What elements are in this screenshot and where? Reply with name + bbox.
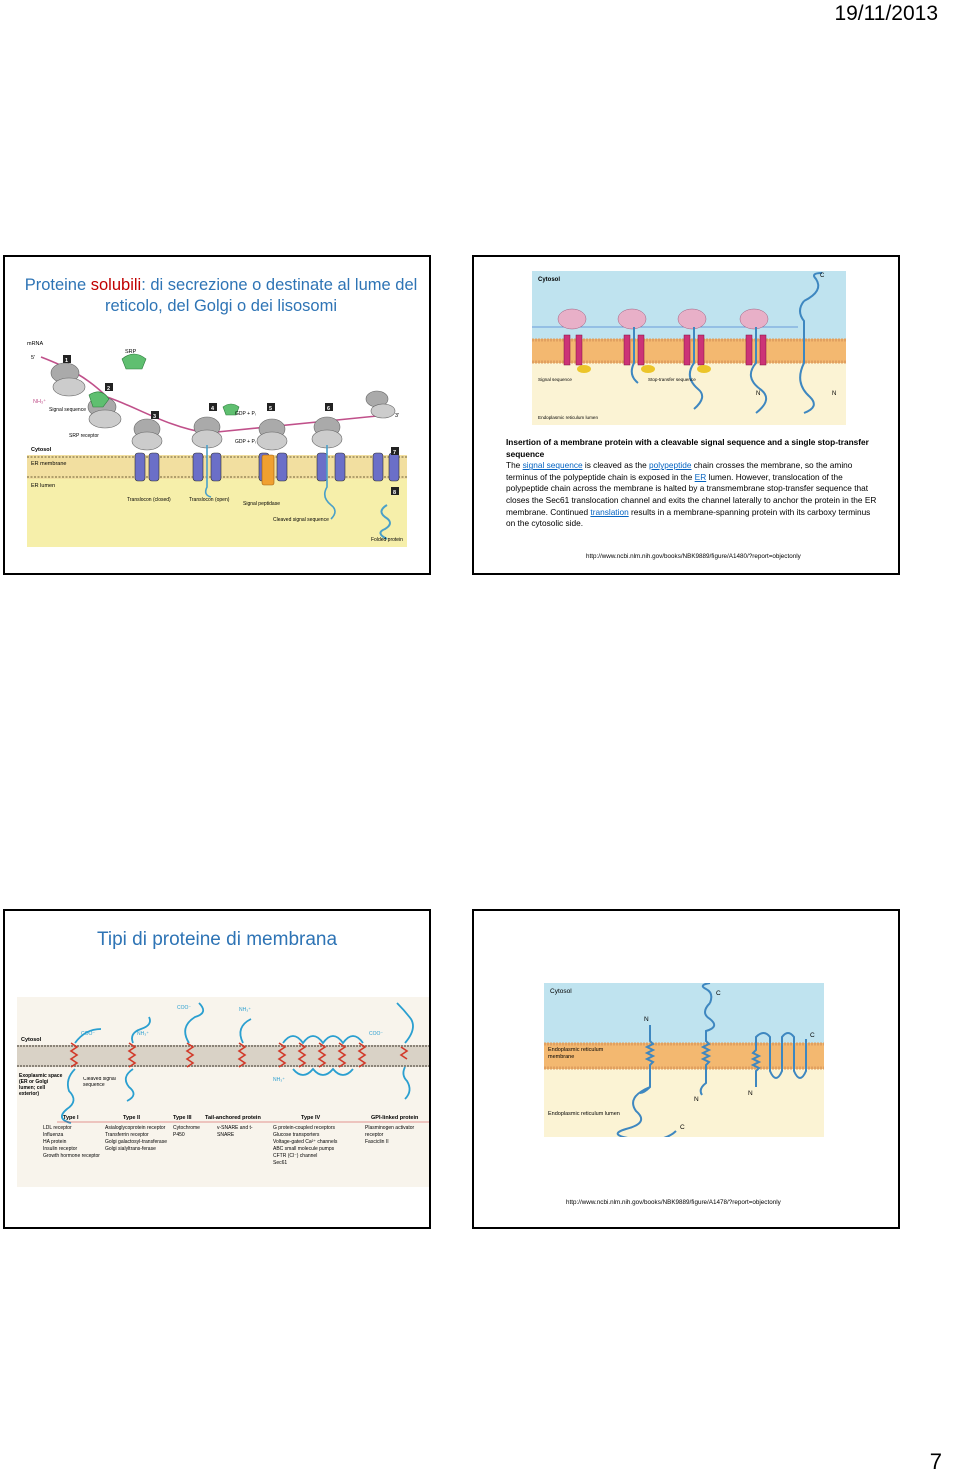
type-tail-label: Tail-anchored protein bbox=[205, 1115, 261, 1121]
caption-part: chain crosses the membrane, so the amino terminus of the polypeptide chain is exposed in the bbox=[506, 460, 853, 482]
type-4-label: Type IV bbox=[301, 1115, 321, 1121]
label-er-lumen: Endoplasmic reticulum lumen bbox=[548, 1111, 620, 1117]
label-5prime: 5' bbox=[31, 355, 36, 361]
label-cytosol: Cytosol bbox=[21, 1037, 42, 1043]
step-3: 3 bbox=[153, 414, 157, 420]
title-post: : di secrezione o destinate al lume del reticolo, del Golgi o dei lisosomi bbox=[104, 276, 418, 315]
caption-part: The bbox=[506, 460, 523, 471]
example: LDL receptor bbox=[43, 1125, 72, 1131]
source-url: http://www.ncbi.nlm.nih.gov/books/NBK9889/figure/A1480/?report=objectonly bbox=[586, 553, 801, 560]
example: ABC small molecule pumps bbox=[273, 1146, 335, 1152]
label-cytosol: Cytosol bbox=[31, 447, 52, 453]
example: HA protein bbox=[43, 1139, 67, 1145]
example: Cytochrome P450 bbox=[173, 1125, 200, 1138]
step-4: 4 bbox=[211, 406, 215, 412]
example: Golgi galactosyl-transferase bbox=[105, 1139, 167, 1145]
label-folded-protein: Folded protein bbox=[371, 537, 403, 543]
slide-title bbox=[21, 275, 421, 317]
label-c-top: C bbox=[716, 990, 721, 997]
example: Transferrin receptor bbox=[105, 1132, 149, 1138]
type-2-examples bbox=[105, 1125, 167, 1153]
step-5: 5 bbox=[269, 406, 273, 412]
slide-title: Tipi di proteine di membrana bbox=[96, 929, 338, 950]
caption-part: results in a membrane-spanning protein with its carboxy terminus on the cytosolic side. bbox=[506, 506, 871, 529]
tail-examples bbox=[217, 1125, 261, 1139]
example: Sec61 bbox=[273, 1160, 288, 1166]
label-c: C bbox=[820, 273, 825, 279]
label-c-bottom: C bbox=[680, 1124, 685, 1131]
example: G protein-coupled receptors bbox=[273, 1125, 335, 1131]
membrane-protein-types-figure bbox=[17, 997, 429, 1187]
label-3prime: 3' bbox=[395, 413, 400, 419]
example: Asialoglycoprotein receptor bbox=[105, 1125, 166, 1131]
link-er[interactable]: ER bbox=[694, 471, 707, 482]
type-1-examples bbox=[43, 1125, 103, 1160]
type-gpi-label: GPI-linked protein bbox=[371, 1115, 419, 1121]
caption-title: Insertion of a membrane protein with a cleavable signal sequence and a single stop-transfer sequence bbox=[506, 437, 869, 459]
label-c-right: C bbox=[810, 1032, 815, 1039]
example: CFTR (Cl⁻) channel bbox=[273, 1153, 318, 1159]
figure-caption bbox=[506, 437, 880, 530]
stop-transfer-figure bbox=[532, 271, 846, 425]
link-signal-sequence[interactable]: signal sequence bbox=[522, 460, 583, 471]
slide-multipass-proteins bbox=[472, 909, 900, 1229]
label-gdp-2: GDP + Pᵢ bbox=[235, 439, 256, 445]
example: Growth hormone receptor bbox=[43, 1153, 100, 1159]
caption-part: is cleaved as the bbox=[582, 460, 649, 471]
title-highlight: solubili bbox=[90, 276, 142, 294]
example: Glucose transporters bbox=[273, 1132, 320, 1138]
page-number: 7 bbox=[929, 1449, 942, 1474]
example: Fasciclin II bbox=[365, 1139, 389, 1145]
caption-part: lumen. However, translocation of the polypeptide chain across the membrane is halted by a transmembrane stop-transfer sequence that closes the Sec61 translocation channel and exits the channel laterally to anchor the protein in the ER membrane. Continued bbox=[506, 471, 877, 517]
step-1: 1 bbox=[65, 358, 69, 364]
caption-body bbox=[506, 460, 880, 530]
label-n-bottom-1: N bbox=[694, 1096, 699, 1103]
example: Plasminogen activator receptor bbox=[365, 1125, 415, 1138]
slide-soluble-proteins bbox=[3, 255, 431, 575]
label-cleaved-signal: Cleaved signal sequence bbox=[83, 1077, 116, 1088]
label-er-lumen: ER lumen bbox=[31, 483, 56, 489]
label-srp-receptor: SRP receptor bbox=[69, 433, 99, 439]
title-pre: Proteine bbox=[24, 276, 91, 294]
label-cytosol: Cytosol bbox=[538, 277, 561, 283]
gpi-examples bbox=[365, 1125, 429, 1146]
label-er-membrane: Endoplasmic reticulum membrane bbox=[548, 1047, 604, 1060]
type-2-label: Type II bbox=[123, 1115, 141, 1121]
label-nh3-1: NH₃⁺ bbox=[137, 1031, 149, 1037]
link-polypeptide[interactable]: polypeptide bbox=[649, 460, 692, 471]
label-mrna: mRNA bbox=[27, 341, 44, 347]
label-nh3: NH₃⁺ bbox=[33, 399, 47, 405]
label-er-lumen: Endoplasmic reticulum lumen bbox=[538, 415, 598, 420]
label-stop-transfer: Stop-transfer sequence bbox=[648, 377, 696, 382]
label-n2: N bbox=[832, 391, 837, 397]
label-coo-1: COO⁻ bbox=[81, 1031, 96, 1037]
label-srp: SRP bbox=[125, 349, 137, 355]
label-cleaved-signal: Cleaved signal sequence bbox=[273, 517, 329, 523]
label-translocon-closed: Translocon (closed) bbox=[127, 497, 171, 503]
label-signal-sequence: Signal sequence bbox=[49, 407, 86, 413]
label-n1: N bbox=[756, 391, 761, 397]
label-coo-2: COO⁻ bbox=[177, 1005, 192, 1011]
type-3-label: Type III bbox=[173, 1115, 192, 1121]
label-exoplasmic: Exoplasmic space (ER or Golgi lumen; cell exterior) bbox=[19, 1073, 63, 1097]
example: Golgi sialyltrans-ferase bbox=[105, 1146, 156, 1152]
label-nh3-2: NH₃⁺ bbox=[239, 1007, 251, 1013]
source-url: http://www.ncbi.nlm.nih.gov/books/NBK9889/figure/A1478/?report=objectonly bbox=[566, 1199, 781, 1206]
example: Voltage-gated Ca²⁺ channels bbox=[273, 1139, 338, 1145]
step-6: 6 bbox=[327, 406, 331, 412]
label-signal-sequence: Signal sequence bbox=[538, 377, 572, 382]
label-n-bottom-2: N bbox=[748, 1090, 753, 1097]
step-2: 2 bbox=[107, 386, 111, 392]
step-7: 7 bbox=[393, 450, 397, 456]
link-translation[interactable]: translation bbox=[590, 506, 629, 517]
example: Insulin receptor bbox=[43, 1146, 78, 1152]
example: Influenza bbox=[43, 1132, 64, 1138]
type-4-examples bbox=[273, 1125, 357, 1167]
multipass-protein-figure bbox=[544, 983, 824, 1137]
label-cytosol: Cytosol bbox=[550, 988, 572, 995]
label-gdp-1: GDP + Pᵢ bbox=[235, 411, 256, 417]
label-n-top: N bbox=[644, 1016, 649, 1023]
label-signal-peptidase: Signal peptidase bbox=[243, 501, 280, 507]
header-date: 19/11/2013 bbox=[834, 2, 938, 25]
slide-stop-transfer bbox=[472, 255, 900, 575]
label-nh3-3: NH₃⁺ bbox=[273, 1077, 285, 1083]
example: v-SNARE and t-SNARE bbox=[217, 1125, 253, 1138]
srp-translocation-figure bbox=[27, 337, 407, 547]
step-8: 8 bbox=[393, 490, 397, 496]
label-translocon-open: Translocon (open) bbox=[189, 497, 230, 503]
slide-membrane-protein-types bbox=[3, 909, 431, 1229]
label-coo-3: COO⁻ bbox=[369, 1031, 384, 1037]
label-er-membrane: ER membrane bbox=[31, 461, 67, 467]
type-3-examples bbox=[173, 1125, 207, 1139]
type-1-label: Type I bbox=[63, 1115, 79, 1121]
